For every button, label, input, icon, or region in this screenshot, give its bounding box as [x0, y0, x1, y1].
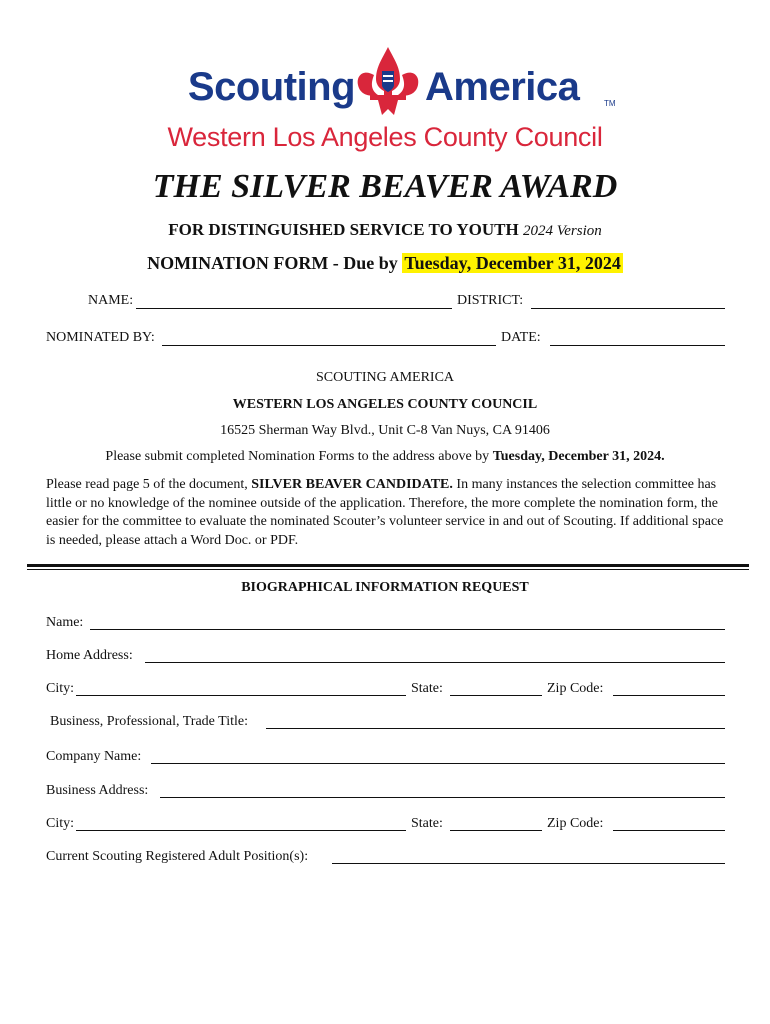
business-address-label: Business Address:: [46, 783, 149, 798]
submit-instructions: [0, 449, 770, 465]
council-name: Western Los Angeles County Council: [167, 122, 603, 152]
business-city-field[interactable]: [76, 830, 406, 831]
district-field[interactable]: [531, 308, 725, 309]
business-city-label: City:: [46, 816, 75, 831]
instructions-prefix: Please read page 5 of the document,: [46, 477, 248, 492]
district-label: DISTRICT:: [457, 293, 524, 308]
trademark-mark: TM: [604, 99, 616, 108]
scouting-position-label: Current Scouting Registered Adult Position(s):: [46, 849, 309, 864]
section-divider-thick: [27, 564, 749, 567]
bio-section-heading: BIOGRAPHICAL INFORMATION REQUEST: [241, 580, 529, 595]
state-field[interactable]: [450, 695, 542, 696]
zip-label: Zip Code:: [547, 681, 604, 696]
business-address-field[interactable]: [160, 797, 725, 798]
org-name: SCOUTING AMERICA: [315, 370, 455, 385]
fleur-de-lis-icon: [352, 45, 424, 120]
business-state-label: State:: [411, 816, 443, 831]
bio-name-label: Name:: [46, 615, 84, 630]
subtitle-text: FOR DISTINGUISHED SERVICE TO YOUTH: [168, 220, 519, 239]
logo-text-left: Scouting: [187, 65, 355, 109]
section-divider-thin: [27, 569, 749, 570]
city-field[interactable]: [76, 695, 406, 696]
business-zip-label: Zip Code:: [547, 816, 604, 831]
zip-field[interactable]: [613, 695, 725, 696]
due-date-highlight: Tuesday, December 31, 2024: [404, 253, 621, 273]
bio-name-field[interactable]: [90, 629, 725, 630]
state-label: State:: [411, 681, 443, 696]
nomination-heading: [0, 253, 770, 274]
council-address-name: WESTERN LOS ANGELES COUNTY COUNCIL: [232, 397, 538, 412]
nominated-by-field[interactable]: [162, 345, 496, 346]
business-title-label: Business, Professional, Trade Title:: [50, 714, 248, 729]
version-label: 2024 Version: [523, 223, 602, 239]
nominated-by-label: NOMINATED BY:: [46, 330, 155, 345]
name-label: NAME:: [88, 293, 134, 308]
business-zip-field[interactable]: [613, 830, 725, 831]
logo-text-right: America: [425, 65, 580, 109]
company-name-label: Company Name:: [46, 749, 142, 764]
business-title-field[interactable]: [266, 728, 725, 729]
name-field[interactable]: [136, 308, 452, 309]
city-label: City:: [46, 681, 75, 696]
business-state-field[interactable]: [450, 830, 542, 831]
instructions-doc-name: SILVER BEAVER CANDIDATE.: [251, 477, 453, 492]
submit-date: Tuesday, December 31, 2024.: [492, 449, 665, 464]
street-address: 16525 Sherman Way Blvd., Unit C-8 Van Nuys, CA 91406: [220, 423, 550, 438]
date-field[interactable]: [550, 345, 725, 346]
page-title: THE SILVER BEAVER AWARD: [152, 168, 618, 205]
instructions-body: In many instances the selection committee has little or no knowledge of the nominee outside of the application. Therefore, the more complete the nomination form, the easier for the committee to evaluate the nominated Scouter’s volunteer service in and out of Scouting. If additional space is needed, please attach a Word Doc. or PDF.: [46, 477, 724, 548]
logo: [0, 45, 770, 130]
nomination-prefix: NOMINATION FORM - Due by: [147, 253, 398, 273]
home-address-field[interactable]: [145, 662, 725, 663]
instructions-paragraph: [46, 476, 726, 550]
submit-prefix: Please submit completed Nomination Forms to the address above by: [105, 449, 490, 464]
page-subtitle: [0, 220, 770, 240]
scouting-position-field[interactable]: [332, 863, 725, 864]
company-name-field[interactable]: [151, 763, 725, 764]
home-address-label: Home Address:: [46, 648, 133, 663]
date-label: DATE:: [501, 330, 541, 345]
